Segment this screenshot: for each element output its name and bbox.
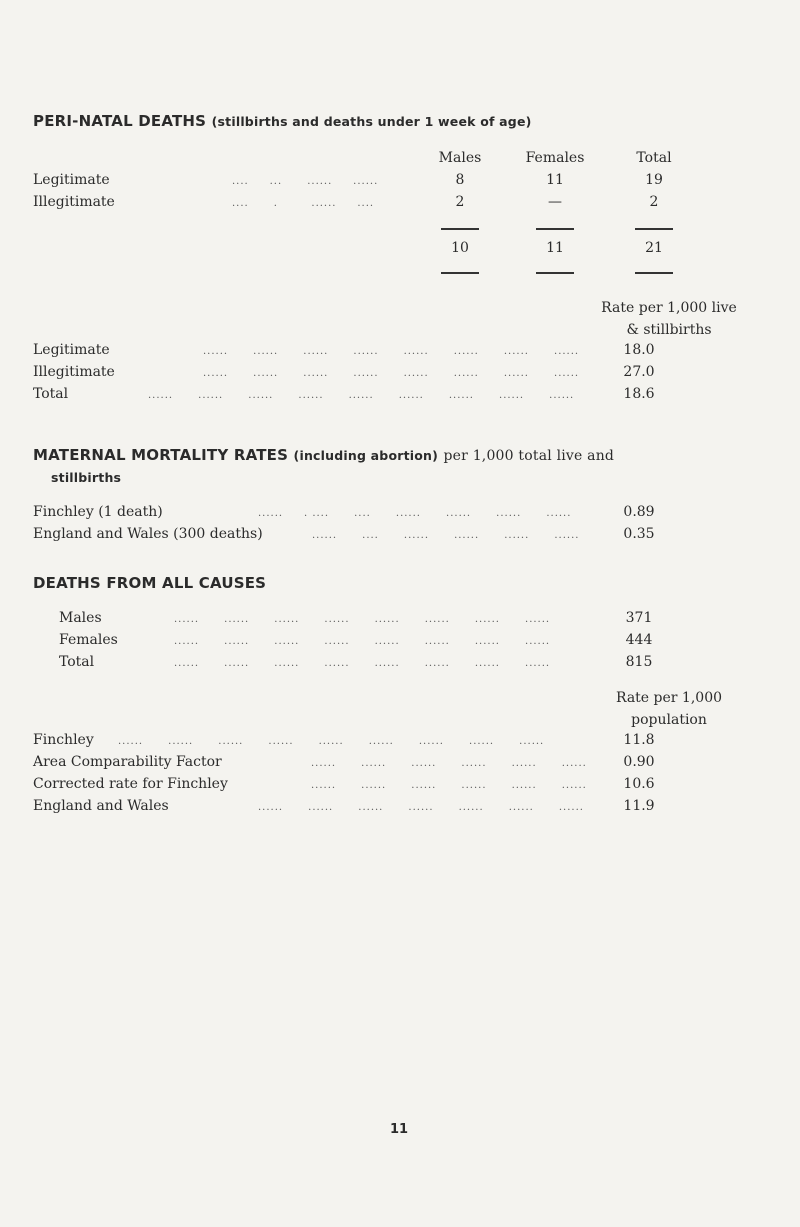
maternal-heading xyxy=(33,446,614,464)
all-causes-rate-label: Corrected rate for Finchley xyxy=(33,776,228,792)
maternal-row-label: England and Wales (300 deaths) xyxy=(33,526,263,542)
all-causes-rate-label: England and Wales xyxy=(33,798,169,814)
all-causes-rate-label: Finchley xyxy=(33,732,94,748)
leader-dots: ...... ...... ...... ...... ...... ...... ...... ...... ...... xyxy=(118,736,545,747)
sum-rule xyxy=(536,228,574,230)
all-causes-rate-header: Rate per 1,000 population xyxy=(615,690,723,728)
rate-value: 18.6 xyxy=(623,386,655,402)
sum-rule xyxy=(441,272,479,274)
all-causes-row-label: Males xyxy=(59,610,102,626)
maternal-value: 0.89 xyxy=(623,504,655,520)
perinatal-total-cell: 11 xyxy=(546,240,564,256)
maternal-heading-line2 xyxy=(51,468,121,486)
leader-dots: ...... ...... ...... ...... ...... ...... ...... ...... xyxy=(203,346,580,357)
leader-dots: ...... . .... .... ...... ...... ...... ...... xyxy=(258,508,572,519)
all-causes-value: 371 xyxy=(625,610,653,626)
perinatal-row-label: Illegitimate xyxy=(33,194,115,210)
perinatal-cell: 2 xyxy=(455,194,465,210)
perinatal-subtitle: (stillbirths and deaths under 1 week of age) xyxy=(211,114,532,129)
rate-value: 18.0 xyxy=(623,342,655,358)
perinatal-rate-header: Rate per 1,000 live & stillbirths xyxy=(601,300,737,338)
maternal-title: MATERNAL MORTALITY RATES xyxy=(33,446,289,464)
leader-dots: ...... ...... ...... ...... ...... ...... ...... ...... xyxy=(203,368,580,379)
perinatal-cell: 11 xyxy=(546,172,564,188)
all-causes-heading: DEATHS FROM ALL CAUSES xyxy=(33,574,267,592)
leader-dots: ...... ...... ...... ...... ...... ...... xyxy=(311,780,587,791)
rate-value: 27.0 xyxy=(623,364,655,380)
all-causes-rate-label: Area Comparability Factor xyxy=(33,754,222,770)
all-causes-value: 815 xyxy=(625,654,653,670)
perinatal-cell: 19 xyxy=(645,172,663,188)
maternal-title-rest: per 1,000 total live and xyxy=(443,448,615,464)
rate-row-label: Illegitimate xyxy=(33,364,115,380)
perinatal-cell: 2 xyxy=(649,194,659,210)
perinatal-cell: 8 xyxy=(455,172,465,188)
maternal-row-label: Finchley (1 death) xyxy=(33,504,163,520)
all-causes-row-label: Total xyxy=(59,654,95,670)
leader-dots: ...... .... ...... ...... ...... ...... xyxy=(312,530,580,541)
maternal-value: 0.35 xyxy=(623,526,655,542)
maternal-title-line2: stillbirths xyxy=(51,470,122,485)
page-number: 11 xyxy=(390,1122,409,1137)
perinatal-title: PERI-NATAL DEATHS xyxy=(33,112,207,130)
perinatal-heading xyxy=(33,112,532,130)
maternal-title-note: (including abortion) xyxy=(293,448,439,463)
all-causes-row-label: Females xyxy=(59,632,118,648)
perinatal-cell: — xyxy=(548,194,562,210)
sum-rule xyxy=(441,228,479,230)
sum-rule xyxy=(635,228,673,230)
rate-row-label: Legitimate xyxy=(33,342,110,358)
col-header-females: Females xyxy=(525,150,585,166)
perinatal-total-cell: 21 xyxy=(645,240,663,256)
all-causes-rate-value: 0.90 xyxy=(623,754,655,770)
leader-dots: .... ... ...... ...... xyxy=(232,176,379,187)
col-header-total: Total xyxy=(636,150,672,166)
leader-dots: .... . ...... .... xyxy=(232,198,375,209)
all-causes-rate-value: 11.8 xyxy=(623,732,655,748)
sum-rule xyxy=(536,272,574,274)
leader-dots: ...... ...... ...... ...... ...... ...... ...... ...... xyxy=(174,614,551,625)
leader-dots: ...... ...... ...... ...... ...... ...... ...... xyxy=(258,802,584,813)
all-causes-rate-value: 10.6 xyxy=(623,776,655,792)
perinatal-row-label: Legitimate xyxy=(33,172,110,188)
all-causes-rate-value: 11.9 xyxy=(623,798,655,814)
perinatal-total-cell: 10 xyxy=(451,240,469,256)
col-header-males: Males xyxy=(438,150,482,166)
sum-rule xyxy=(635,272,673,274)
leader-dots: ...... ...... ...... ...... ...... ...... ...... ...... ...... xyxy=(148,390,575,401)
leader-dots: ...... ...... ...... ...... ...... ...... xyxy=(311,758,587,769)
leader-dots: ...... ...... ...... ...... ...... ...... ...... ...... xyxy=(174,636,551,647)
all-causes-value: 444 xyxy=(625,632,653,648)
rate-row-label: Total xyxy=(33,386,69,402)
leader-dots: ...... ...... ...... ...... ...... ...... ...... ...... xyxy=(174,658,551,669)
